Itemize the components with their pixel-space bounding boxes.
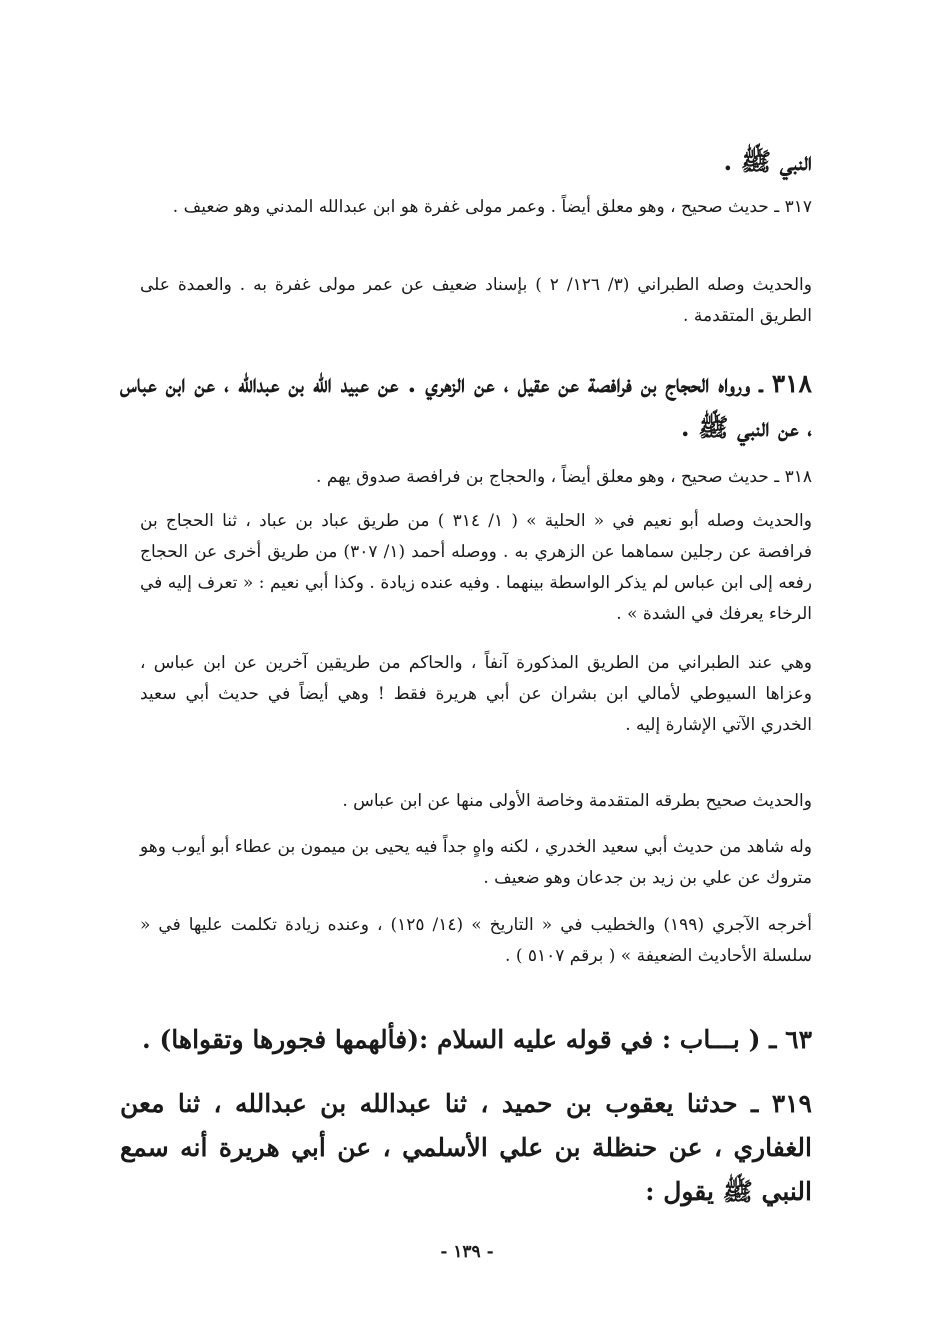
note-318-paragraph-5: وله شاهد من حديث أبي سعيد الخدري ، لكنه واهٍ جداً فيه يحيى بن ميمون بن عطاء أبو أيوب وهو متروك عن علي بن زيد بن جدعان وهو ضعيف . [140,837,812,888]
note-318-paragraph-6: أخرجه الآجري (١٩٩) والخطيب في « التاريخ » (١٤/ ١٢٥) ، وعنده زيادة تكلمت عليها في « سلسلة الأحاديث الضعيفة » ( برقم ٥١٠٧ ) . [140,915,812,966]
note-317: ٣١٧ ـ حديث صحيح ، وهو معلق أيضاً . وعمر مولى غفرة هو ابن عبدالله المدني وهو ضعيف . [172,197,812,217]
hadith-318: ٣١٨ ـ ورواه الحجاج بن فرافصة عن عقيل ، عن الزهري . عن عبيد الله بن عبدالله ، عن ابن عباس ، عن النبي ﷺ . [120,369,812,442]
continuation-line: النبي ﷺ . [723,147,812,176]
note-318-paragraph-4: والحديث صحيح بطرقه المتقدمة وخاصة الأولى منها عن ابن عباس . [342,791,812,811]
note-318-paragraph-3: وهي عند الطبراني من الطريق المذكورة آنفاً ، والحاكم من طريقين آخرين عن ابن عباس ، وعزاها السيوطي لأمالي ابن بشران عن أبي هريرة فقط ! وهي أيضاً في حديث أبي سعيد الخدري الآتي الإشارة إليه . [140,653,812,735]
hadith-319: ٣١٩ ـ حدثنا يعقوب بن حميد ، ثنا عبدالله بن عبدالله ، ثنا معن الغفاري ، عن حنظلة بن علي الأسلمي ، عن أبي هريرة أنه سمع النبي ﷺ يقول : [120,1089,812,1206]
note-318: ٣١٨ ـ حديث صحيح ، وهو معلق أيضاً ، والحجاج بن فرافصة صدوق يهم . [316,467,812,487]
note-318-paragraph-2: والحديث وصله أبو نعيم في « الحلية » ( ١/ ٣١٤ ) من طريق عباد بن عباد ، ثنا الحجاج بن فرافصة عن رجلين سماهما عن الزهري به . ووصله أحمد (١/ ٣٠٧) من طريق أخرى عن الحجاج رفعه إلى ابن عباس لم يذكر الواسطة بينهما . وفيه عنده زيادة . وكذا أبي نعيم : « تعرف إليه في الرخاء يعرفك في الشدة » . [140,511,812,624]
chapter-heading-63: ٦٣ ـ ( بـــاب : في قوله عليه السلام :(فألهمها فجورها وتقواها) . [142,1025,812,1054]
page-number: - ١٣٩ - [440,1242,494,1262]
note-317-continued: والحديث وصله الطبراني (٣/ ١٢٦/ ٢ ) بإسناد ضعيف عن عمر مولى غفرة به . والعمدة على الطريق المتقدمة . [140,275,812,326]
